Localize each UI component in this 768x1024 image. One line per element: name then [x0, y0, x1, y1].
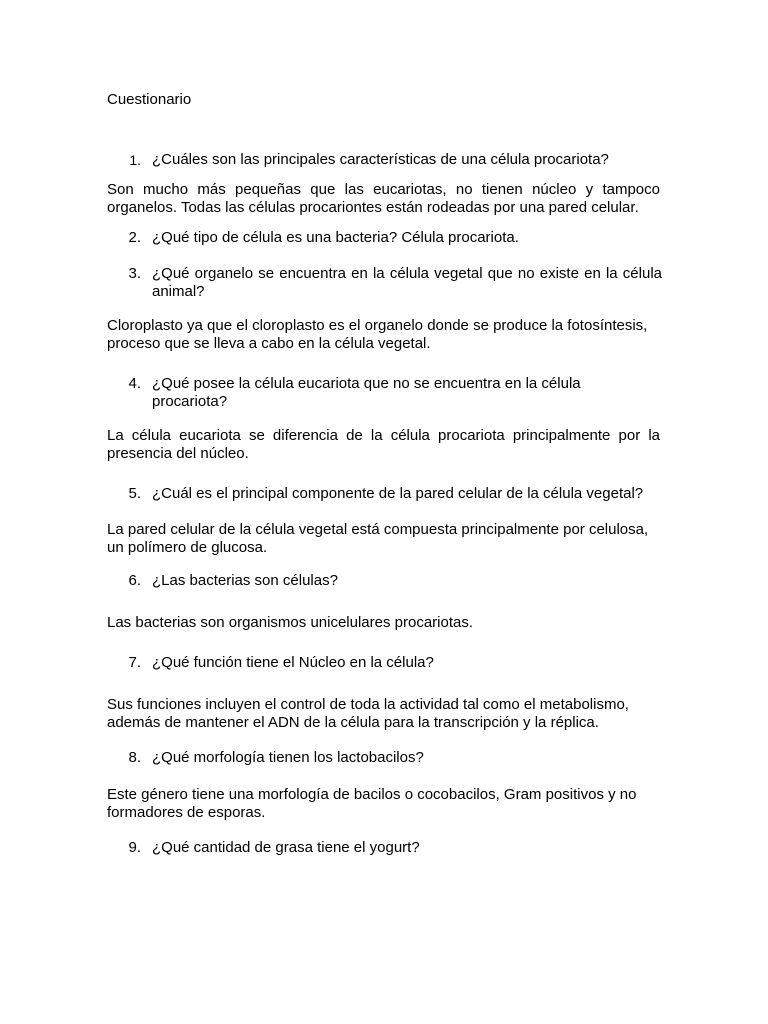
- question-number: 6.: [128, 572, 141, 589]
- answer-5: La pared celular de la célula vegetal está compuesta principalmente por celulosa, un polímero de glucosa.: [107, 521, 649, 556]
- question-number: 5.: [128, 485, 141, 502]
- question-text: ¿Qué organelo se encuentra en la célula vegetal que no existe en la célula animal?: [152, 265, 662, 300]
- answer-1: Son mucho más pequeñas que las eucariotas, no tienen núcleo y tampoco organelos. Todas las células procariontes están rodeadas por una pared celular.: [107, 181, 660, 216]
- question-number: 8.: [128, 749, 141, 766]
- answer-6: Las bacterias son organismos unicelulares procariotas.: [107, 614, 474, 631]
- answer-7: Sus funciones incluyen el control de toda la actividad tal como el metabolismo, además de mantener el ADN de la célula para la transcripción y la réplica.: [107, 696, 629, 731]
- answer-8: Este género tiene una morfología de bacilos o cocobacilos, Gram positivos y no formadores de esporas.: [107, 786, 637, 821]
- question-text: ¿Cuál es el principal componente de la pared celular de la célula vegetal?: [152, 485, 644, 502]
- question-text: ¿Qué posee la célula eucariota que no se encuentra en la célula procariota?: [152, 375, 581, 410]
- question-text: ¿Qué tipo de célula es una bacteria? Célula procariota.: [152, 229, 519, 246]
- question-number: 9.: [128, 839, 141, 856]
- question-number: 7.: [128, 654, 141, 671]
- answer-3: Cloroplasto ya que el cloroplasto es el organelo donde se produce la fotosíntesis, proceso que se lleva a cabo en la célula vegetal.: [107, 317, 648, 352]
- question-text: ¿Qué morfología tienen los lactobacilos?: [152, 749, 424, 766]
- question-number: 1.: [129, 152, 141, 168]
- question-text: ¿Las bacterias son células?: [152, 572, 338, 589]
- question-text: ¿Cuáles son las principales características de una célula procariota?: [152, 151, 609, 168]
- question-number: 3.: [128, 265, 141, 282]
- question-text: ¿Qué cantidad de grasa tiene el yogurt?: [152, 839, 420, 856]
- answer-4: La célula eucariota se diferencia de la célula procariota principalmente por la presencia del núcleo.: [107, 427, 660, 462]
- question-number: 2.: [128, 229, 141, 246]
- question-number: 4.: [128, 375, 141, 392]
- question-text: ¿Qué función tiene el Núcleo en la célula?: [152, 654, 434, 671]
- document-title: Cuestionario: [107, 91, 192, 108]
